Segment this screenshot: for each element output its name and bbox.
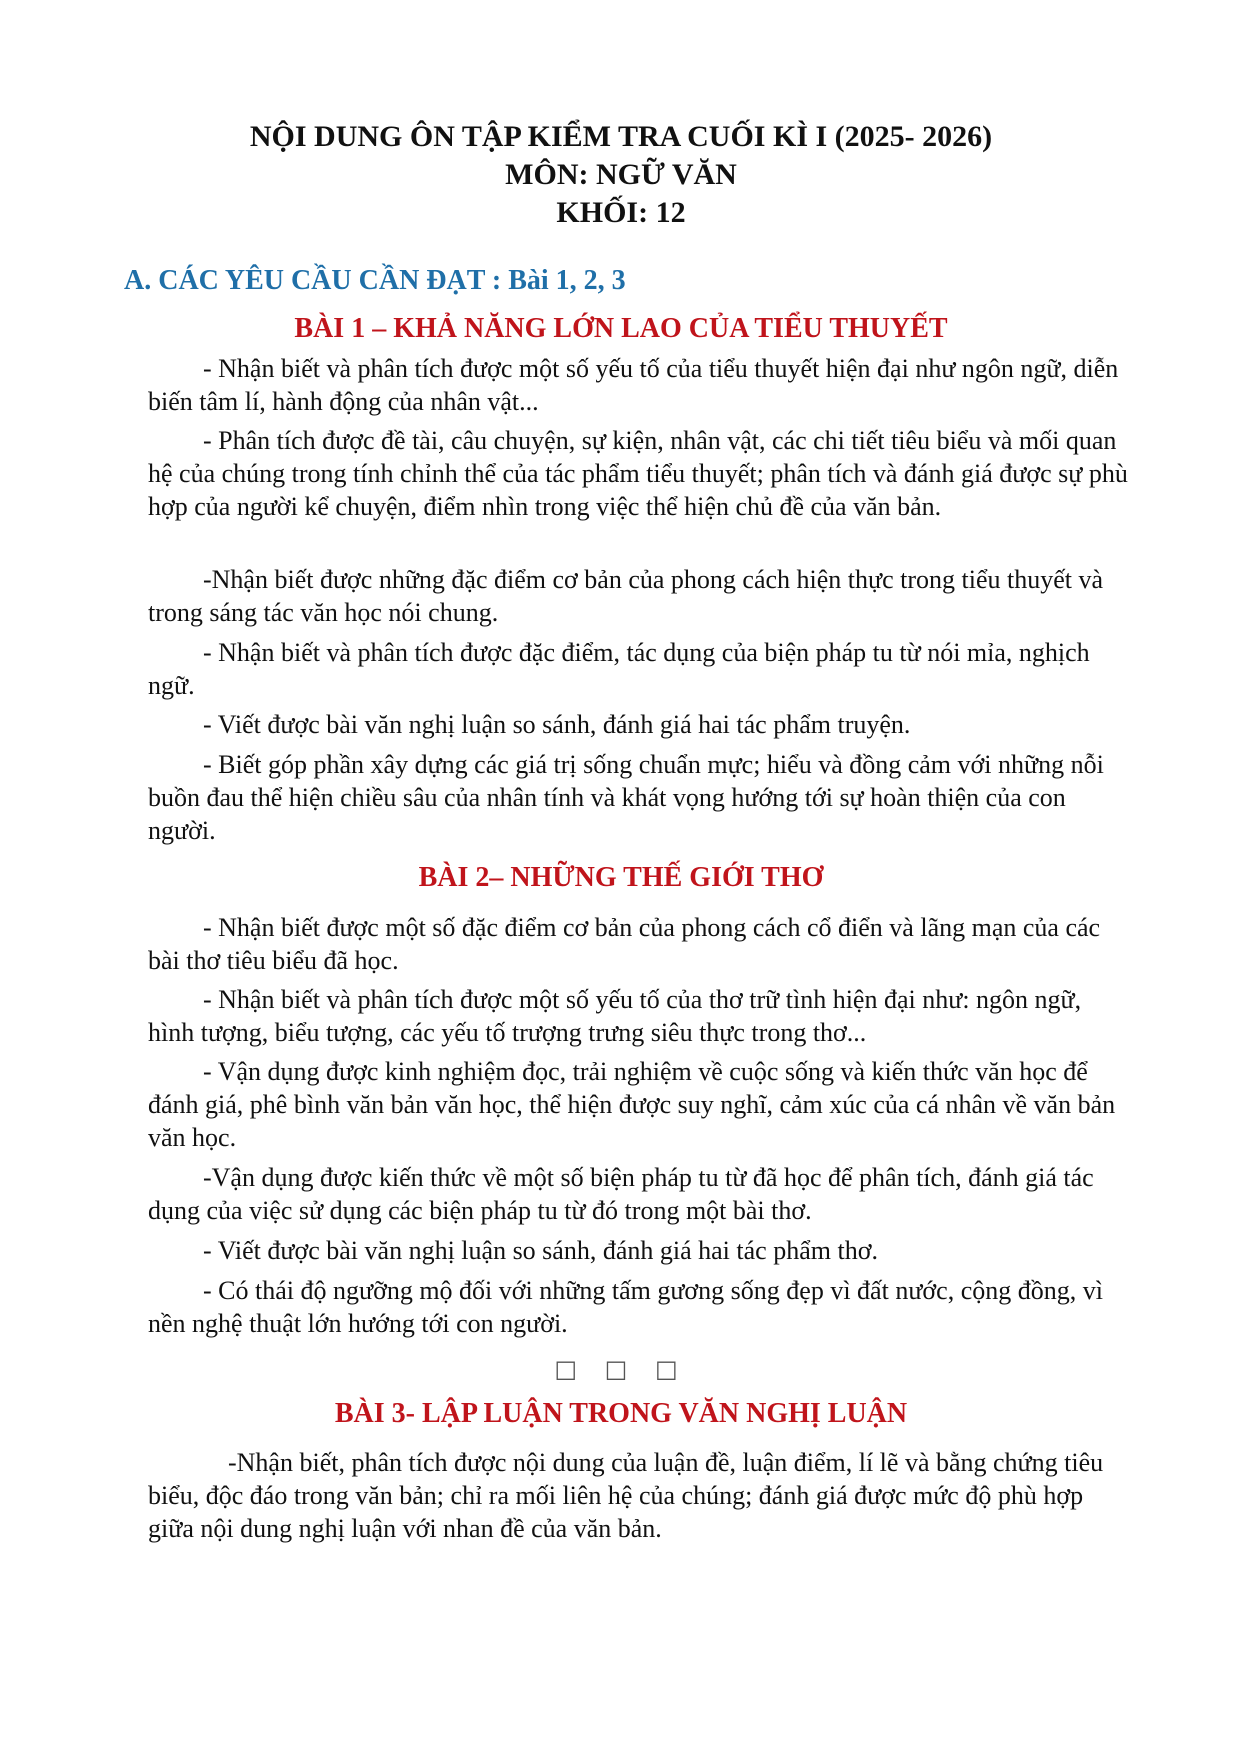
title-line-exam: NỘI DUNG ÔN TẬP KIỂM TRA CUỐI KÌ I (2025- 2026) (249, 120, 993, 153)
ornament-divider: □ □ □ (554, 1355, 688, 1383)
lesson1-heading: BÀI 1 – KHẢ NĂNG LỚN LAO CỦA TIỂU THUYẾT (294, 313, 948, 344)
lesson2-heading: BÀI 2– NHỮNG THẾ GIỚI THƠ (418, 862, 824, 893)
lesson1-item: - Biết góp phần xây dựng các giá trị sống chuẩn mực; hiểu và đồng cảm với những nỗi buồn đau thể hiện chiều sâu của nhân tính và khát vọng hướng tới sự hoàn thiện của con người. (148, 750, 1104, 845)
section-a-heading: A. CÁC YÊU CẦU CẦN ĐẠT : Bài 1, 2, 3 (124, 265, 626, 296)
lesson3-heading: BÀI 3- LẬP LUẬN TRONG VĂN NGHỊ LUẬN (334, 1398, 908, 1429)
lesson1-item: - Phân tích được đề tài, câu chuyện, sự kiện, nhân vật, các chi tiết tiêu biểu và mối quan hệ của chúng trong tính chỉnh thể của tác phẩm tiểu thuyết; phân tích và đánh giá được sự phù hợp của người kể chuyện, điểm nhìn trong việc thể hiện chủ đề của văn bản. (148, 426, 1128, 521)
lesson2-item: -Vận dụng được kiến thức về một số biện pháp tu từ đã học để phân tích, đánh giá tác dụng của việc sử dụng các biện pháp tu từ đó trong một bài thơ. (148, 1163, 1094, 1225)
lesson2-item: - Viết được bài văn nghị luận so sánh, đánh giá hai tác phẩm thơ. (203, 1236, 878, 1265)
lesson1-item: - Nhận biết và phân tích được đặc điểm, tác dụng của biện pháp tu từ nói mỉa, nghịch ngữ. (148, 638, 1090, 700)
lesson2-item: - Nhận biết được một số đặc điểm cơ bản của phong cách cổ điển và lãng mạn của các bài thơ tiêu biểu đã học. (148, 913, 1101, 975)
lesson2-item: - Nhận biết và phân tích được một số yếu tố của thơ trữ tình hiện đại như: ngôn ngữ, hình tượng, biểu tượng, các yếu tố trượng trưng siêu thực trong thơ... (148, 985, 1082, 1047)
lesson1-item: - Viết được bài văn nghị luận so sánh, đánh giá hai tác phẩm truyện. (203, 710, 911, 739)
document-title (0, 118, 1242, 232)
lesson3-item: -Nhận biết, phân tích được nội dung của luận đề, luận điểm, lí lẽ và bằng chứng tiêu biểu, độc đáo trong văn bản; chỉ ra mối liên hệ của chúng; đánh giá được mức độ phù hợp giữa nội dung nghị luận với nhan đề của văn bản. (148, 1448, 1104, 1543)
title-line-grade: KHỐI: 12 (556, 196, 686, 229)
lesson2-item: - Có thái độ ngưỡng mộ đối với những tấm gương sống đẹp vì đất nước, cộng đồng, vì nền nghệ thuật lớn hướng tới con người. (148, 1276, 1103, 1338)
lesson1-item: -Nhận biết được những đặc điểm cơ bản của phong cách hiện thực trong tiểu thuyết và trong sáng tác văn học nói chung. (148, 565, 1104, 627)
lesson1-item: - Nhận biết và phân tích được một số yếu tố của tiểu thuyết hiện đại như ngôn ngữ, diễn biến tâm lí, hành động của nhân vật... (148, 354, 1119, 416)
title-line-subject: MÔN: NGỮ VĂN (505, 158, 737, 191)
lesson2-item: - Vận dụng được kinh nghiệm đọc, trải nghiệm về cuộc sống và kiến thức văn học để đánh giá, phê bình văn bản văn học, thể hiện được suy nghĩ, cảm xúc của cá nhân về văn bản văn học. (148, 1057, 1116, 1152)
